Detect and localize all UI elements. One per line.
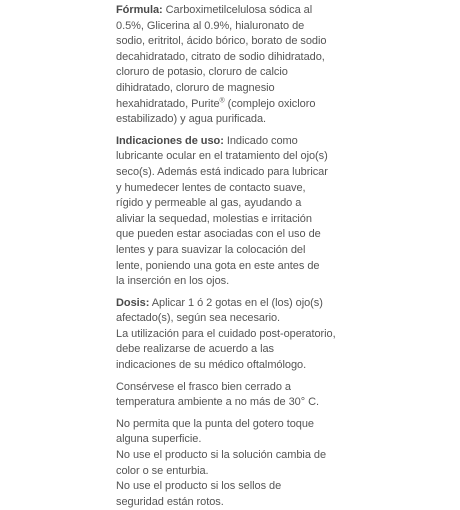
- advertencias-section: [116, 417, 348, 510]
- indicaciones-line-6: aliviar la sequedad, molestias e irritación: [116, 212, 312, 225]
- advertencias-line-4: color o se enturbia.: [116, 464, 209, 477]
- formula-section: [116, 3, 348, 128]
- dosis-line-5: indicaciones de su médico oftalmólogo.: [116, 359, 307, 372]
- advertencias-line-2: alguna superficie.: [116, 433, 202, 446]
- indicaciones-section: [116, 134, 348, 290]
- formula-line-6: dihidratado, cloruro de magnesio: [116, 81, 275, 94]
- indicaciones-line-7: que pueden estar asociadas con el uso de: [116, 228, 321, 241]
- formula-line-5: cloruro de potasio, cloruro de calcio: [116, 66, 288, 79]
- indicaciones-line-5: rígido y permeable al gas, ayudando a: [116, 197, 302, 210]
- indicaciones-line-10: la inserción en los ojos.: [116, 275, 230, 288]
- indicaciones-line-8: lentes y para suavizar la colocación del: [116, 243, 306, 256]
- dosis-line-4: debe realizarse de acuerdo a las: [116, 343, 275, 356]
- dosis-line-1: [116, 296, 348, 312]
- indicaciones-line-1: [116, 134, 348, 150]
- formula-line-3: sodio, eritritol, ácido bórico, borato de sodio: [116, 35, 327, 48]
- dosis-line-2: afectado(s), según sea necesario.: [116, 312, 281, 325]
- formula-heading: Fórmula:: [116, 4, 163, 16]
- dosis-section: [116, 296, 348, 374]
- label-text-column: [116, 3, 348, 510]
- conservese-line-1: Consérvese el frasco bien cerrado a: [116, 380, 291, 393]
- purite-text: hexahidratado, Purite: [116, 97, 220, 110]
- formula-line-4: decahidratado, citrato de sodio dihidratado,: [116, 50, 325, 63]
- advertencias-line-5: No use el producto si los sellos de: [116, 480, 282, 493]
- dosis-text: Aplicar 1 ó 2 gotas en el (los) ojo(s): [149, 296, 323, 309]
- indicaciones-line-2: lubricante ocular en el tratamiento del ojo(s): [116, 150, 328, 163]
- indicaciones-line-9: lente, poniendo una gota en este antes de: [116, 259, 320, 272]
- conservese-line-2: temperatura ambiente a no más de 30° C.: [116, 396, 320, 409]
- formula-line-2: 0.5%, Glicerina al 0.9%, hialuronato de: [116, 19, 305, 32]
- advertencias-line-1: No permita que la punta del gotero toque: [116, 417, 314, 430]
- formula-line-7: [116, 97, 348, 113]
- dosis-line-3: La utilización para el cuidado post-operatorio,: [116, 327, 336, 340]
- formula-text: Carboximetilcelulosa sódica al: [162, 4, 313, 16]
- conservese-section: [116, 380, 348, 411]
- formula-line-1: [116, 3, 348, 19]
- formula-line-8: estabilizado) y agua purificada.: [116, 113, 267, 126]
- indicaciones-heading: Indicaciones de uso:: [116, 134, 224, 147]
- registered-mark: ®: [219, 96, 225, 104]
- advertencias-line-6: seguridad están rotos.: [116, 495, 224, 508]
- purite-note: (complejo oxicloro: [224, 97, 316, 110]
- indicaciones-text: Indicado como: [223, 134, 298, 147]
- dosis-heading: Dosis:: [116, 296, 150, 309]
- indicaciones-line-3: seco(s). Además está indicado para lubricar: [116, 165, 328, 178]
- indicaciones-line-4: y humedecer lentes de contacto suave,: [116, 181, 306, 194]
- advertencias-line-3: No use el producto si la solución cambia de: [116, 449, 327, 462]
